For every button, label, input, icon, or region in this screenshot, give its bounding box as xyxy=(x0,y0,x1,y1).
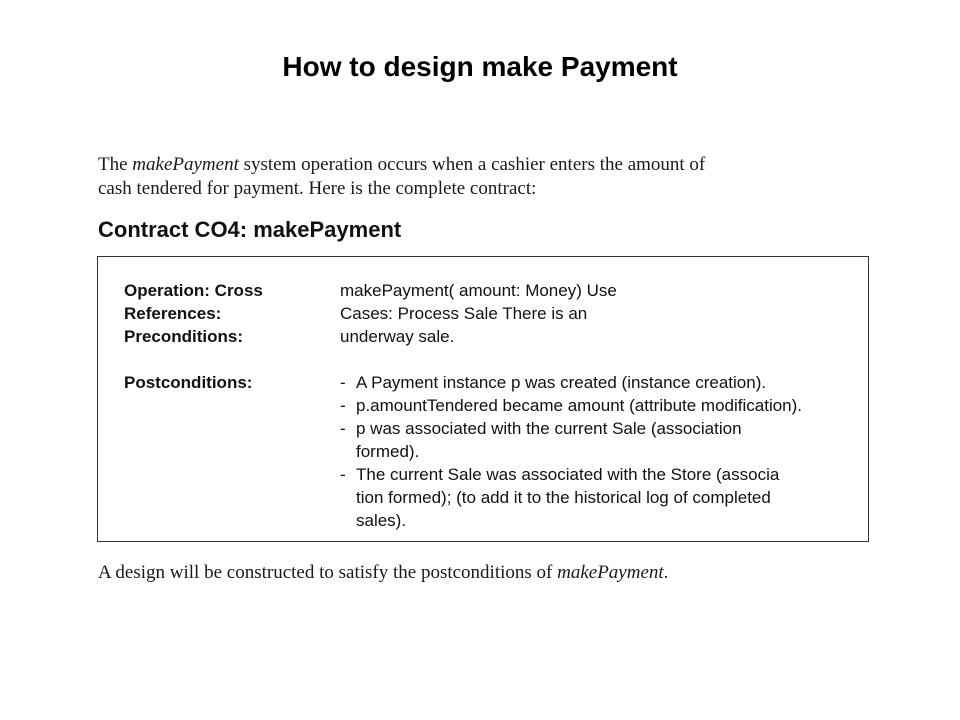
postcondition-text-continued: formed). xyxy=(356,442,420,461)
outro-post: . xyxy=(663,562,669,583)
postcondition-text: The current Sale was associated with the Store (associa xyxy=(356,465,780,484)
references-label: References: xyxy=(124,304,222,323)
intro-line-1-post: system operation occurs when a cashier enters the amount of xyxy=(238,154,706,175)
postcondition-item xyxy=(340,394,860,417)
postcondition-item xyxy=(340,417,860,463)
postconditions-label: Postconditions: xyxy=(124,373,253,392)
outro-pre: A design will be constructed to satisfy the postconditions of xyxy=(98,562,558,583)
intro-paragraph xyxy=(98,153,878,201)
postcondition-item xyxy=(340,371,860,394)
postcondition-text: p.amountTendered became amount (attribute modification). xyxy=(356,396,803,415)
postcondition-text-continued: tion formed); (to add it to the historical log of completed xyxy=(356,488,771,507)
contract-value-line-1: makePayment( amount: Money) Use xyxy=(340,281,617,300)
outro-operation-name: makePayment xyxy=(557,562,664,583)
contract-value-line-2: Cases: Process Sale There is an xyxy=(340,304,588,323)
operation-label: Operation: Cross xyxy=(124,281,263,300)
contract-box xyxy=(97,256,869,542)
postconditions-list xyxy=(340,371,860,532)
intro-line-1 xyxy=(98,153,878,177)
postcondition-text: p was associated with the current Sale (association xyxy=(356,419,742,438)
intro-line-1-pre: The xyxy=(98,154,133,175)
contract-value-line-3: underway sale. xyxy=(340,327,455,346)
intro-line-2: cash tendered for payment. Here is the complete contract: xyxy=(98,178,537,199)
slide-title: How to design make Payment xyxy=(282,51,678,82)
list-dash: - xyxy=(340,465,346,484)
list-dash: - xyxy=(340,373,346,392)
postcondition-item xyxy=(340,463,860,532)
preconditions-label: Preconditions: xyxy=(124,327,244,346)
list-dash: - xyxy=(340,419,346,438)
postcondition-text: A Payment instance p was created (instance creation). xyxy=(356,373,767,392)
postcondition-text-continued: sales). xyxy=(356,511,407,530)
contract-heading: Contract CO4: makePayment xyxy=(98,217,402,242)
intro-operation-name: makePayment xyxy=(132,154,239,175)
list-dash: - xyxy=(340,396,346,415)
outro-paragraph xyxy=(98,561,668,585)
